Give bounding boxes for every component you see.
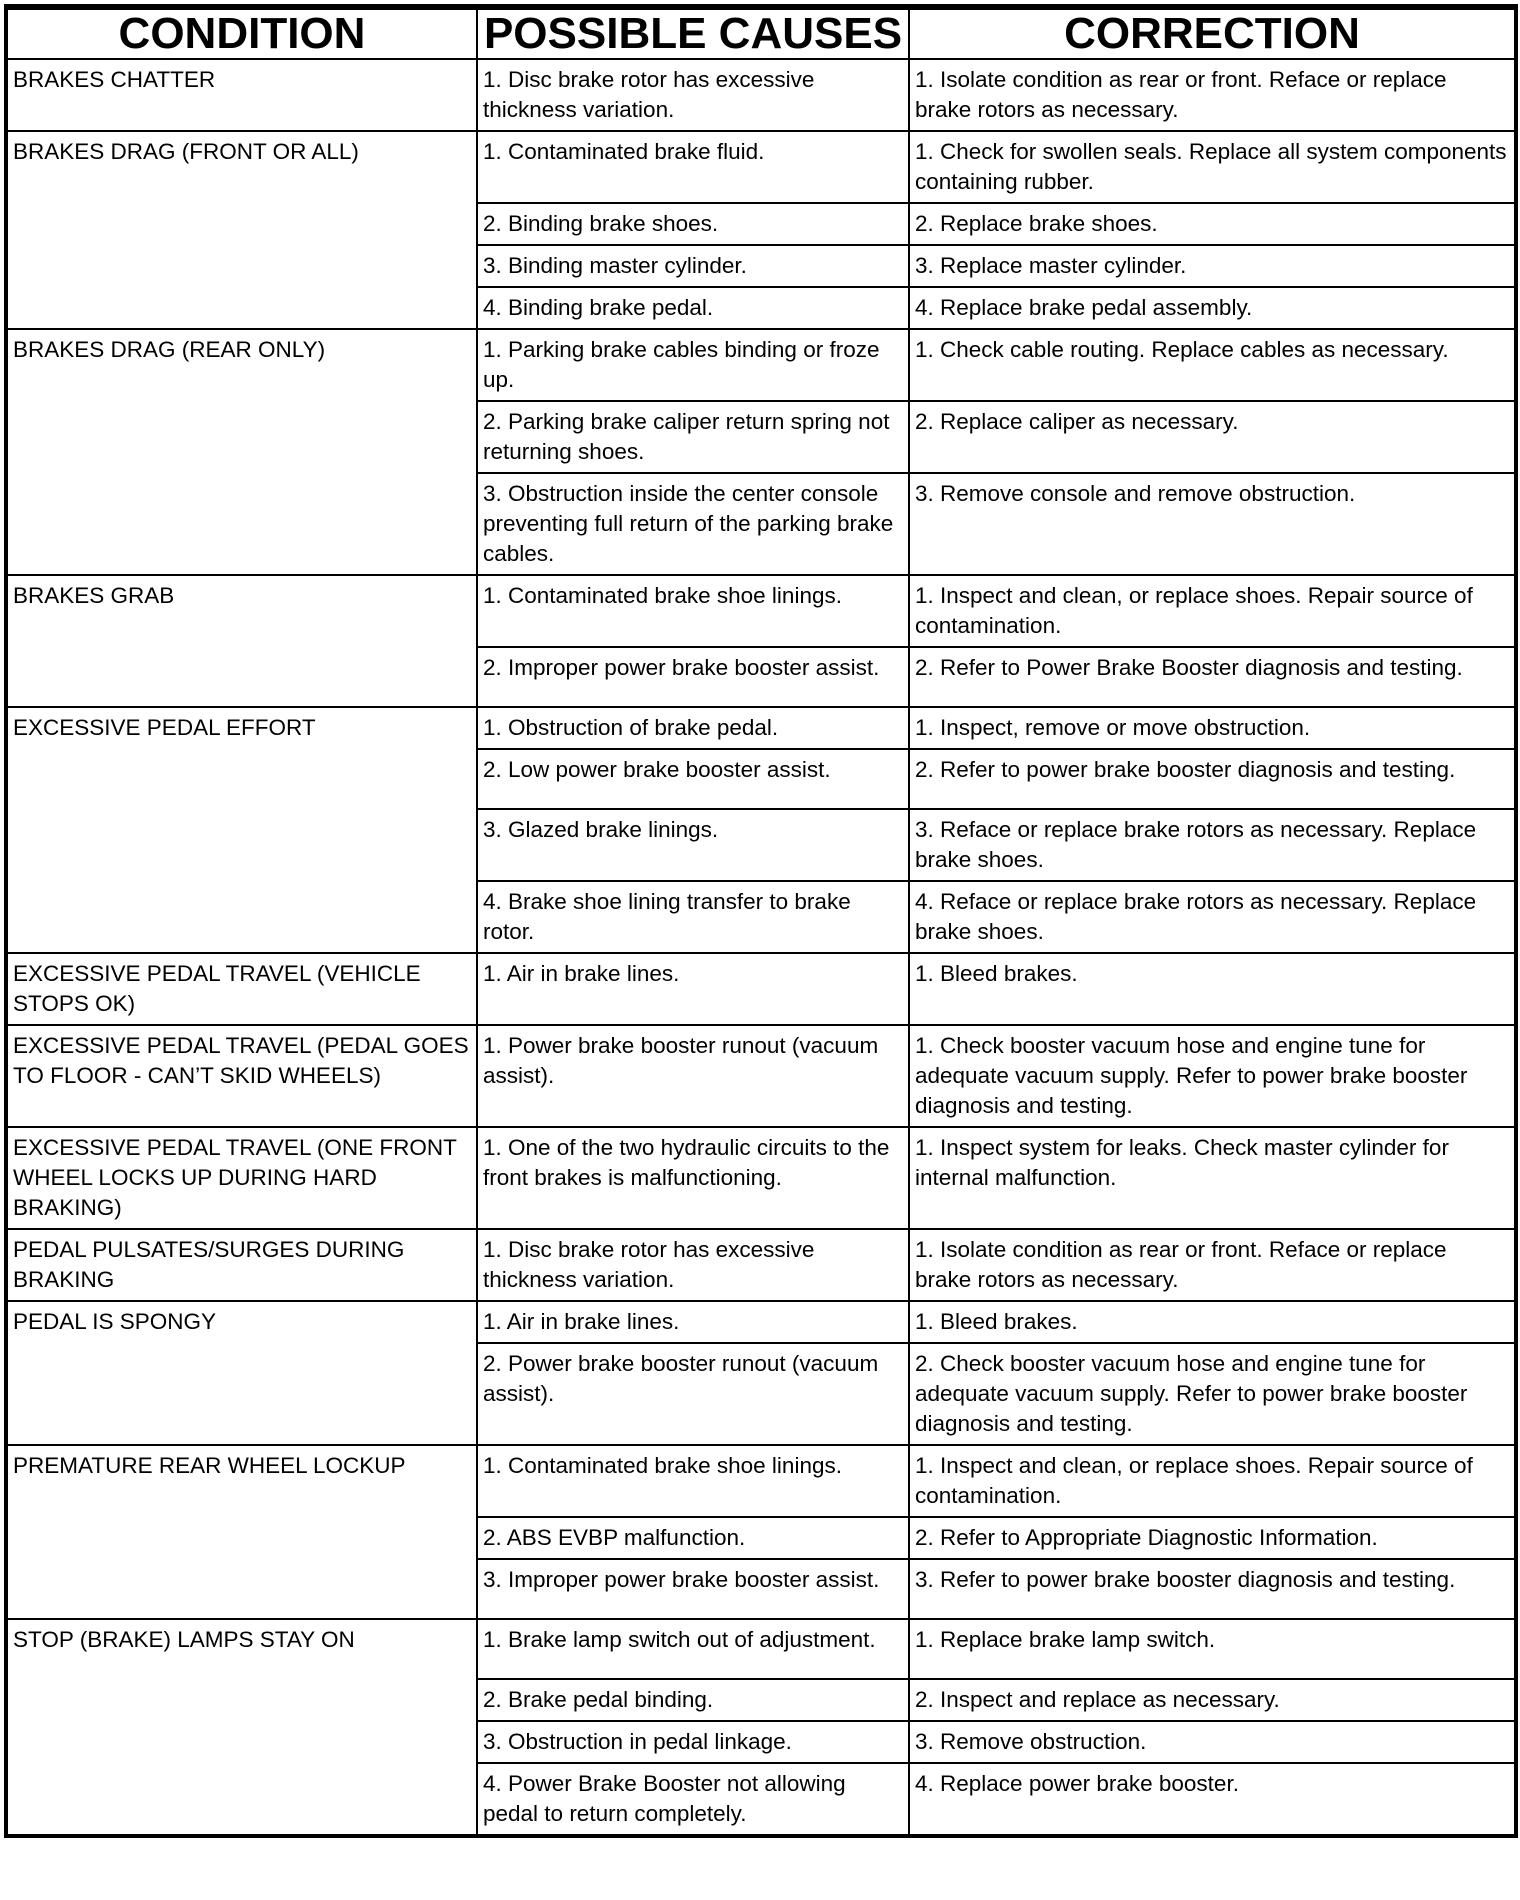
header-row bbox=[7, 8, 1515, 59]
cause-cell: 2. ABS EVBP malfunction. bbox=[477, 1517, 909, 1559]
condition-cell: BRAKES DRAG (REAR ONLY) bbox=[7, 329, 477, 575]
correction-cell: 3. Remove obstruction. bbox=[909, 1721, 1515, 1763]
condition-cell: PREMATURE REAR WHEEL LOCKUP bbox=[7, 1445, 477, 1619]
correction-cell: 4. Replace brake pedal assembly. bbox=[909, 287, 1515, 329]
correction-cell: 1. Check booster vacuum hose and engine tune for adequate vacuum supply. Refer to power brake booster diagnosis and testing. bbox=[909, 1025, 1515, 1127]
correction-cell: 2. Replace caliper as necessary. bbox=[909, 401, 1515, 473]
condition-cell: STOP (BRAKE) LAMPS STAY ON bbox=[7, 1619, 477, 1835]
header-possible-causes: POSSIBLE CAUSES bbox=[477, 8, 909, 59]
table-row bbox=[7, 575, 1515, 647]
correction-cell: 1. Inspect and clean, or replace shoes. Repair source of contamination. bbox=[909, 575, 1515, 647]
correction-cell: 4. Reface or replace brake rotors as necessary. Replace brake shoes. bbox=[909, 881, 1515, 953]
correction-cell: 2. Check booster vacuum hose and engine tune for adequate vacuum supply. Refer to power brake booster diagnosis and testing. bbox=[909, 1343, 1515, 1445]
cause-cell: 3. Obstruction in pedal linkage. bbox=[477, 1721, 909, 1763]
correction-cell: 1. Isolate condition as rear or front. Reface or replace brake rotors as necessary. bbox=[909, 59, 1515, 131]
condition-cell: EXCESSIVE PEDAL TRAVEL (ONE FRONT WHEEL LOCKS UP DURING HARD BRAKING) bbox=[7, 1127, 477, 1229]
table-row bbox=[7, 329, 1515, 401]
condition-cell: PEDAL PULSATES/SURGES DURING BRAKING bbox=[7, 1229, 477, 1301]
header-correction: CORRECTION bbox=[909, 8, 1515, 59]
correction-cell: 1. Replace brake lamp switch. bbox=[909, 1619, 1515, 1679]
cause-cell: 3. Obstruction inside the center console preventing full return of the parking brake cables. bbox=[477, 473, 909, 575]
correction-cell: 2. Refer to power brake booster diagnosis and testing. bbox=[909, 749, 1515, 809]
cause-cell: 3. Binding master cylinder. bbox=[477, 245, 909, 287]
cause-cell: 1. Brake lamp switch out of adjustment. bbox=[477, 1619, 909, 1679]
cause-cell: 3. Improper power brake booster assist. bbox=[477, 1559, 909, 1619]
cause-cell: 2. Power brake booster runout (vacuum assist). bbox=[477, 1343, 909, 1445]
condition-cell: BRAKES GRAB bbox=[7, 575, 477, 707]
cause-cell: 1. Obstruction of brake pedal. bbox=[477, 707, 909, 749]
table-row bbox=[7, 1301, 1515, 1343]
condition-cell: EXCESSIVE PEDAL TRAVEL (PEDAL GOES TO FLOOR - CAN’T SKID WHEELS) bbox=[7, 1025, 477, 1127]
table-row bbox=[7, 1025, 1515, 1127]
correction-cell: 2. Refer to Appropriate Diagnostic Information. bbox=[909, 1517, 1515, 1559]
correction-cell: 3. Replace master cylinder. bbox=[909, 245, 1515, 287]
table-row bbox=[7, 707, 1515, 749]
correction-cell: 2. Refer to Power Brake Booster diagnosis and testing. bbox=[909, 647, 1515, 707]
correction-cell: 2. Replace brake shoes. bbox=[909, 203, 1515, 245]
table-row bbox=[7, 1127, 1515, 1229]
correction-cell: 1. Bleed brakes. bbox=[909, 953, 1515, 1025]
header-condition: CONDITION bbox=[7, 8, 477, 59]
cause-cell: 1. Air in brake lines. bbox=[477, 1301, 909, 1343]
correction-cell: 1. Isolate condition as rear or front. Reface or replace brake rotors as necessary. bbox=[909, 1229, 1515, 1301]
cause-cell: 4. Power Brake Booster not allowing pedal to return completely. bbox=[477, 1763, 909, 1835]
cause-cell: 1. Contaminated brake shoe linings. bbox=[477, 575, 909, 647]
cause-cell: 1. Power brake booster runout (vacuum assist). bbox=[477, 1025, 909, 1127]
cause-cell: 4. Binding brake pedal. bbox=[477, 287, 909, 329]
correction-cell: 1. Check for swollen seals. Replace all system components containing rubber. bbox=[909, 131, 1515, 203]
cause-cell: 2. Brake pedal binding. bbox=[477, 1679, 909, 1721]
condition-cell: BRAKES DRAG (FRONT OR ALL) bbox=[7, 131, 477, 329]
correction-cell: 3. Remove console and remove obstruction. bbox=[909, 473, 1515, 575]
cause-cell: 1. Parking brake cables binding or froze up. bbox=[477, 329, 909, 401]
cause-cell: 1. Air in brake lines. bbox=[477, 953, 909, 1025]
correction-cell: 3. Reface or replace brake rotors as necessary. Replace brake shoes. bbox=[909, 809, 1515, 881]
correction-cell: 3. Refer to power brake booster diagnosis and testing. bbox=[909, 1559, 1515, 1619]
table-row bbox=[7, 59, 1515, 131]
diagnosis-table bbox=[6, 6, 1516, 1836]
correction-cell: 2. Inspect and replace as necessary. bbox=[909, 1679, 1515, 1721]
correction-cell: 4. Replace power brake booster. bbox=[909, 1763, 1515, 1835]
correction-cell: 1. Check cable routing. Replace cables as necessary. bbox=[909, 329, 1515, 401]
correction-cell: 1. Inspect, remove or move obstruction. bbox=[909, 707, 1515, 749]
cause-cell: 1. Disc brake rotor has excessive thickness variation. bbox=[477, 1229, 909, 1301]
table-row bbox=[7, 131, 1515, 203]
condition-cell: BRAKES CHATTER bbox=[7, 59, 477, 131]
cause-cell: 2. Binding brake shoes. bbox=[477, 203, 909, 245]
table-row bbox=[7, 1445, 1515, 1517]
correction-cell: 1. Inspect system for leaks. Check master cylinder for internal malfunction. bbox=[909, 1127, 1515, 1229]
correction-cell: 1. Bleed brakes. bbox=[909, 1301, 1515, 1343]
table-row bbox=[7, 1229, 1515, 1301]
cause-cell: 2. Improper power brake booster assist. bbox=[477, 647, 909, 707]
condition-cell: EXCESSIVE PEDAL EFFORT bbox=[7, 707, 477, 953]
table-row bbox=[7, 1619, 1515, 1679]
cause-cell: 3. Glazed brake linings. bbox=[477, 809, 909, 881]
cause-cell: 2. Parking brake caliper return spring not returning shoes. bbox=[477, 401, 909, 473]
table-body bbox=[7, 59, 1515, 1835]
cause-cell: 1. One of the two hydraulic circuits to the front brakes is malfunctioning. bbox=[477, 1127, 909, 1229]
correction-cell: 1. Inspect and clean, or replace shoes. Repair source of contamination. bbox=[909, 1445, 1515, 1517]
cause-cell: 1. Disc brake rotor has excessive thickness variation. bbox=[477, 59, 909, 131]
cause-cell: 2. Low power brake booster assist. bbox=[477, 749, 909, 809]
cause-cell: 1. Contaminated brake fluid. bbox=[477, 131, 909, 203]
condition-cell: PEDAL IS SPONGY bbox=[7, 1301, 477, 1445]
cause-cell: 1. Contaminated brake shoe linings. bbox=[477, 1445, 909, 1517]
condition-cell: EXCESSIVE PEDAL TRAVEL (VEHICLE STOPS OK) bbox=[7, 953, 477, 1025]
cause-cell: 4. Brake shoe lining transfer to brake rotor. bbox=[477, 881, 909, 953]
table-row bbox=[7, 953, 1515, 1025]
